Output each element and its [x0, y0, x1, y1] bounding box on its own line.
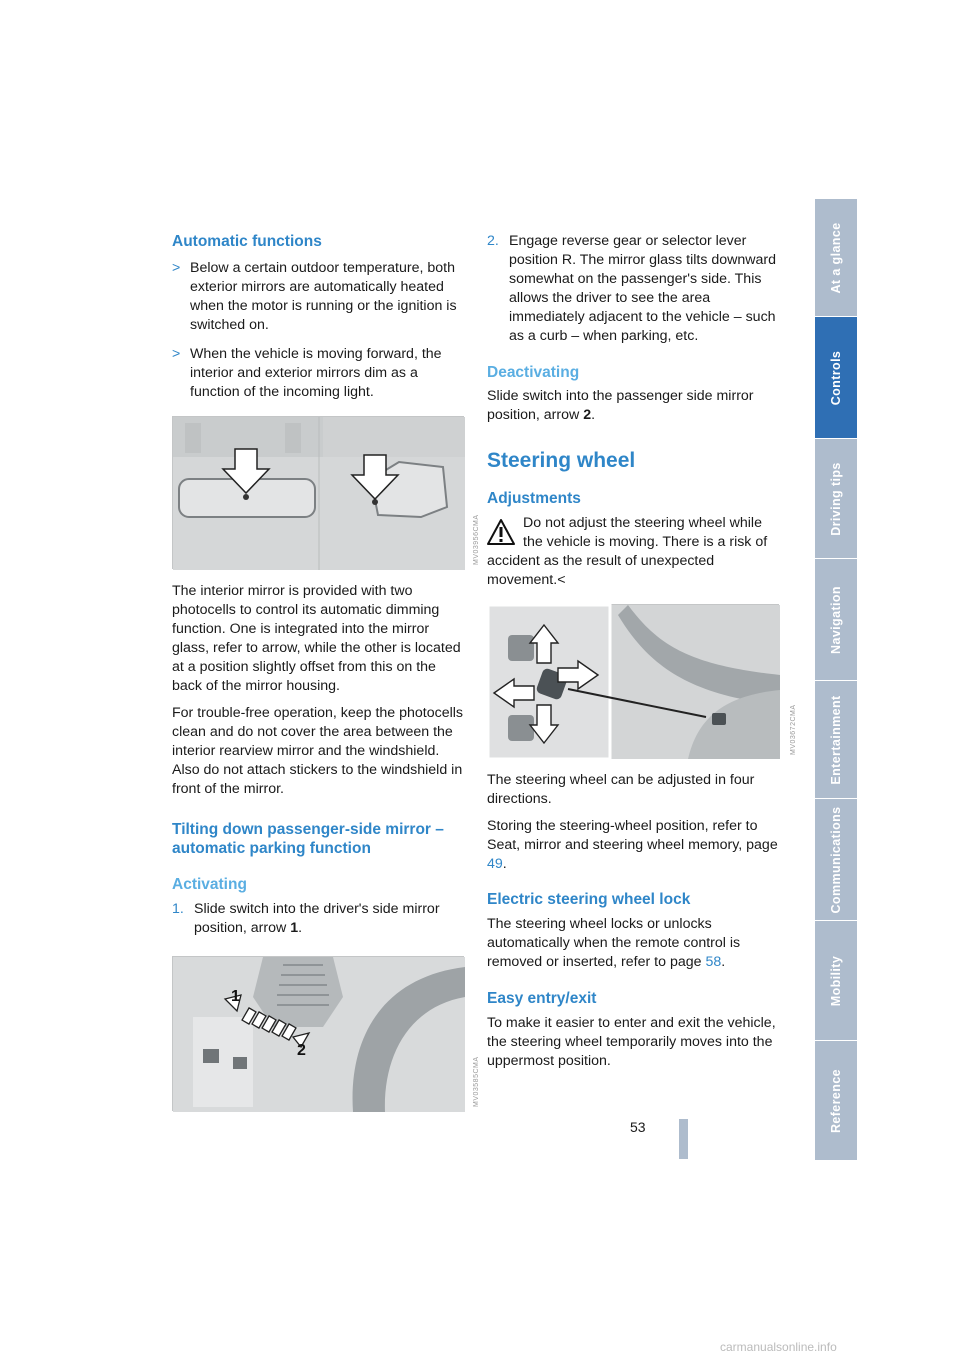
figure-code: MV03672CMA	[790, 704, 797, 755]
step-text: Engage reverse gear or selector lever position R. The mirror glass tilts downward somewhat on the passenger's side. This allows the driver to see the area immediately adjacent to the vehicle – such as a curb – when parking, etc.	[509, 233, 777, 344]
tab-label: At a glance	[829, 221, 843, 294]
paragraph-storing	[487, 817, 782, 874]
list-item	[172, 259, 464, 335]
figure-steering-adjust	[487, 604, 797, 758]
tab-label: Mobility	[829, 955, 843, 1006]
heading-steering-wheel: Steering wheel	[487, 449, 636, 472]
step-number: 1.	[172, 901, 184, 917]
warning-block	[487, 514, 782, 590]
right-column	[487, 230, 797, 1071]
watermark-footer: carmanualsonline.info	[720, 1340, 837, 1354]
step-number: 2.	[487, 233, 499, 249]
arrow-reference: 1	[290, 920, 299, 936]
paragraph-adjust: The steering wheel can be adjusted in four directions.	[487, 772, 755, 807]
tab-label: Communications	[829, 806, 843, 913]
figure-interior-mirror	[172, 416, 480, 569]
chapter-sidebar	[815, 198, 857, 1160]
tab-label: Driving tips	[829, 461, 843, 536]
heading-automatic-functions: Automatic functions	[172, 233, 322, 250]
bullet-text: When the vehicle is moving forward, the interior and exterior mirrors dim as a function of the incoming light.	[190, 346, 442, 400]
deactivating-text: Slide switch into the passenger side mirror position, arrow	[487, 388, 754, 423]
deactivating-end: .	[591, 407, 596, 423]
tab-mobility[interactable]	[815, 920, 857, 1040]
tab-entertainment[interactable]	[815, 680, 857, 798]
steering-adjust-illustration	[488, 605, 780, 759]
paragraph-deactivating	[487, 387, 782, 425]
paragraph-photocells: The interior mirror is provided with two photocells to control its automatic dimming function. One is integrated into the mirror glass, refer to arrow, while the other is located at a position slightly offset from this on the back of the mirror housing.	[172, 583, 461, 694]
lock-text: The steering wheel locks or unlocks automatically when the remote control is removed or inserted, refer to page	[487, 916, 741, 970]
tab-label: Controls	[829, 350, 843, 405]
tab-at-a-glance[interactable]	[815, 198, 857, 316]
warning-text: Do not adjust the steering wheel while the vehicle is moving. There is a risk of accident as the result of unexpected movement.	[487, 515, 768, 588]
paragraph-trouble-free: For trouble-free operation, keep the photocells clean and do not cover the area between the interior rearview mirror and the windshield. Also do not attach stickers to the windshield in front of the mirror.	[172, 705, 464, 797]
bullet-marker: >	[172, 346, 181, 362]
tab-driving-tips[interactable]	[815, 438, 857, 558]
page-link-58[interactable]: 58	[705, 954, 722, 970]
tab-label: Reference	[829, 1068, 843, 1133]
heading-tilting-mirror: Tilting down passenger-side mirror – automatic parking function	[172, 821, 444, 857]
figure-code: MV03956CMA	[473, 514, 480, 565]
storing-end: .	[502, 856, 507, 872]
left-column	[172, 230, 480, 1111]
bullet-text: Below a certain outdoor temperature, both exterior mirrors are automatically heated when the motor is running or the ignition is switched on.	[190, 260, 457, 333]
list-item	[172, 345, 464, 402]
heading-adjustments: Adjustments	[487, 490, 581, 507]
paragraph-steering-lock	[487, 915, 782, 972]
arrow-label-1: 1	[231, 988, 240, 1005]
interior-mirror-illustration	[173, 417, 465, 570]
arrow-label-2: 2	[297, 1042, 306, 1059]
step-1	[172, 900, 464, 938]
tab-communications[interactable]	[815, 798, 857, 920]
tab-label: Navigation	[829, 585, 843, 654]
end-marker: <	[557, 572, 566, 588]
page-number-bar	[679, 1119, 688, 1159]
mirror-switch-illustration	[173, 957, 465, 1112]
tab-label: Entertainment	[829, 694, 843, 785]
page-number: 53	[630, 1119, 646, 1135]
storing-text: Storing the steering-wheel position, refer to Seat, mirror and steering wheel memory, page	[487, 818, 778, 853]
heading-steering-lock: Electric steering wheel lock	[487, 891, 691, 908]
lock-end: .	[721, 954, 726, 970]
step-end: .	[298, 920, 303, 936]
step-2	[487, 232, 782, 346]
bullet-marker: >	[172, 260, 181, 276]
figure-mirror-switch	[172, 956, 480, 1111]
figure-code: MV03585CMA	[473, 1056, 480, 1107]
paragraph-easy-entry: To make it easier to enter and exit the vehicle, the steering wheel temporarily moves into the uppermost position.	[487, 1015, 776, 1069]
tab-reference[interactable]	[815, 1040, 857, 1160]
warning-icon	[487, 518, 515, 546]
heading-deactivating: Deactivating	[487, 364, 580, 381]
heading-activating: Activating	[172, 876, 247, 893]
step-text: Slide switch into the driver's side mirror position, arrow	[194, 901, 440, 936]
tab-controls[interactable]	[815, 316, 857, 438]
heading-easy-entry: Easy entry/exit	[487, 990, 597, 1007]
tab-navigation[interactable]	[815, 558, 857, 680]
arrow-reference: 2	[583, 407, 592, 423]
page-link-49[interactable]: 49	[487, 856, 503, 872]
